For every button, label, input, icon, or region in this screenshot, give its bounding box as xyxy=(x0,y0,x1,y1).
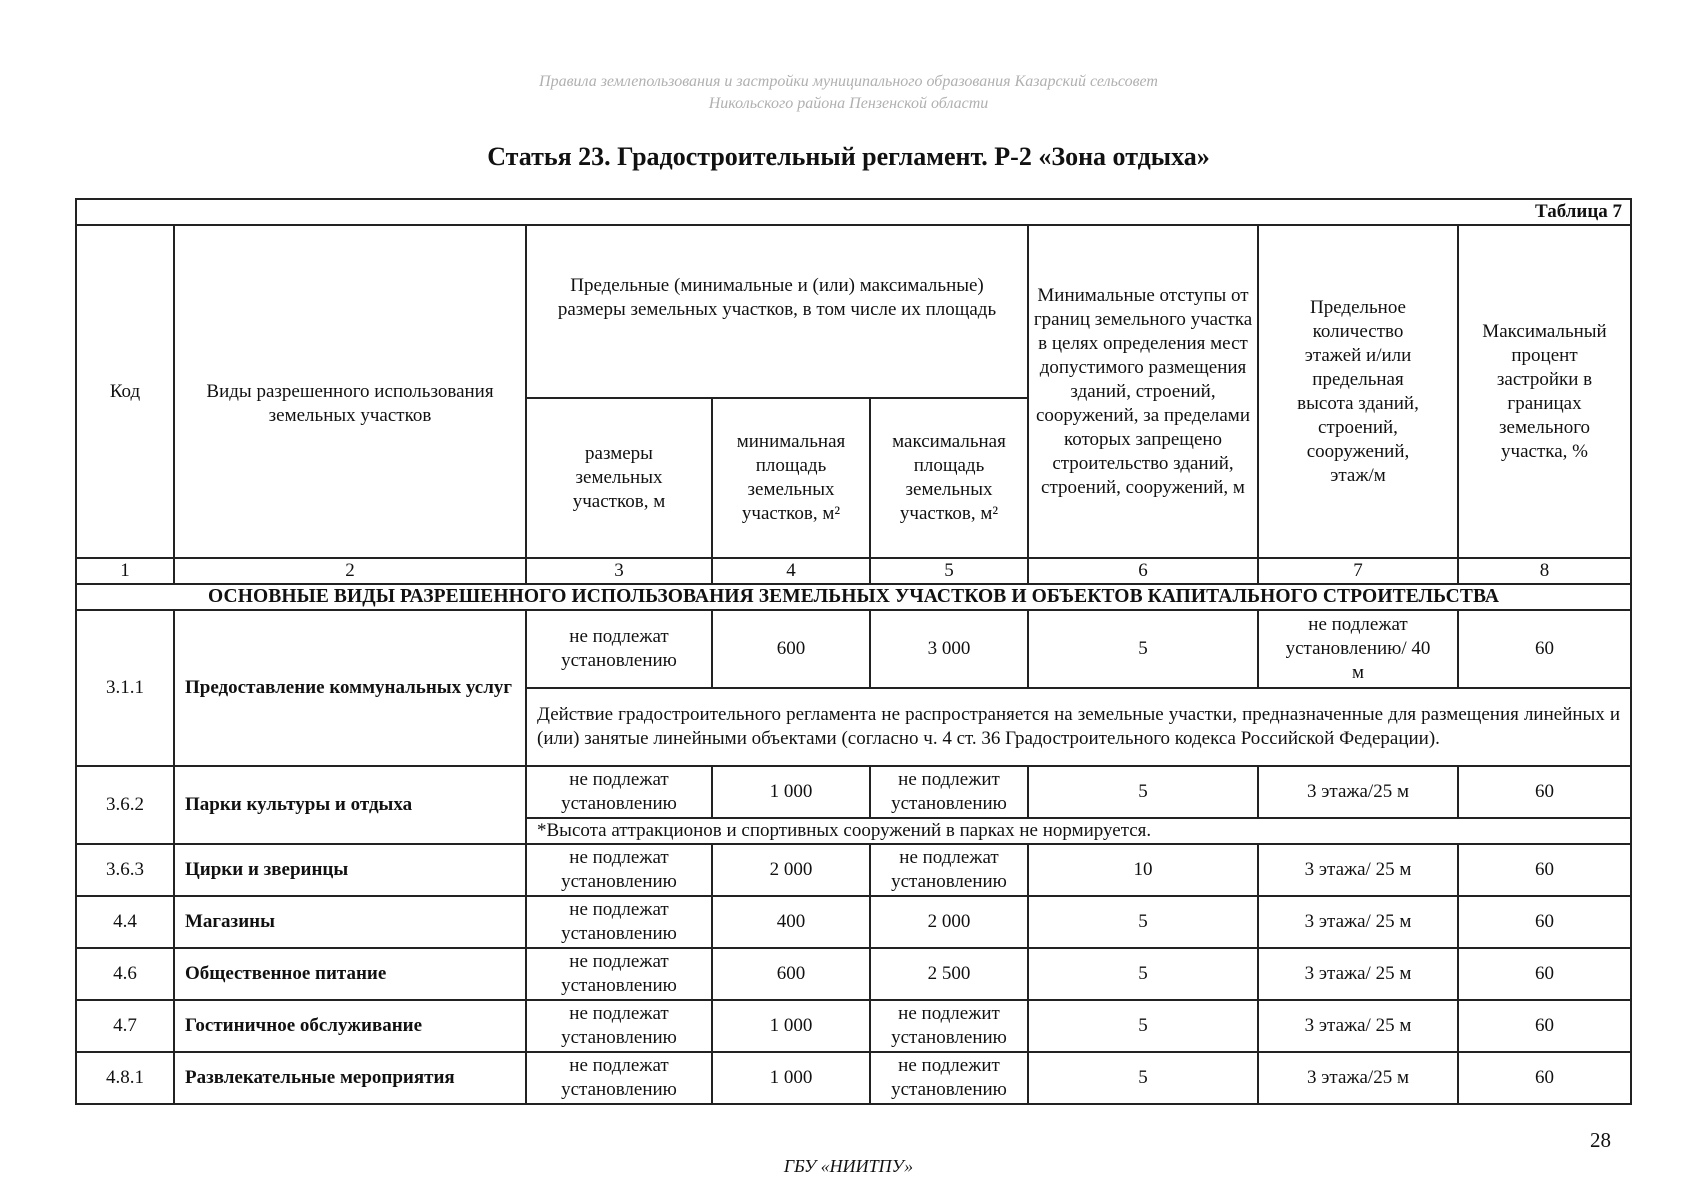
row-use-name: Предоставление коммунальных услуг xyxy=(174,610,526,766)
column-number: 7 xyxy=(1258,558,1458,584)
table-row xyxy=(76,610,1631,688)
table-row xyxy=(76,896,1631,948)
row-min-area: 2 000 xyxy=(712,844,870,896)
section-heading: ОСНОВНЫЕ ВИДЫ РАЗРЕШЕННОГО ИСПОЛЬЗОВАНИЯ ЗЕМЕЛЬНЫХ УЧАСТКОВ И ОБЪЕКТОВ КАПИТАЛЬНОГО СТРОИТЕЛЬСТВА xyxy=(76,584,1631,610)
column-number: 5 xyxy=(870,558,1028,584)
table-row xyxy=(76,844,1631,896)
row-max-area: 3 000 xyxy=(870,610,1028,688)
row-max-area: не подлежит установлению xyxy=(870,1000,1028,1052)
row-dimensions: не подлежат установлению xyxy=(526,766,712,818)
row-setback: 5 xyxy=(1028,948,1258,1000)
row-floors: 3 этажа/25 м xyxy=(1258,1052,1458,1104)
row-coverage: 60 xyxy=(1458,1000,1631,1052)
row-coverage: 60 xyxy=(1458,766,1631,818)
row-code: 3.1.1 xyxy=(76,610,174,766)
row-coverage: 60 xyxy=(1458,844,1631,896)
header-row-1 xyxy=(76,225,1631,398)
row-min-area: 1 000 xyxy=(712,1000,870,1052)
row-dimensions: не подлежат установлению xyxy=(526,610,712,688)
row-max-area: не подлежит установлению xyxy=(870,766,1028,818)
row-max-area: 2 000 xyxy=(870,896,1028,948)
row-min-area: 400 xyxy=(712,896,870,948)
row-coverage: 60 xyxy=(1458,610,1631,688)
header-plot-dimensions: размеры земельных участков, м xyxy=(526,398,712,558)
row-setback: 5 xyxy=(1028,896,1258,948)
row-floors: 3 этажа/ 25 м xyxy=(1258,896,1458,948)
regulation-table xyxy=(75,198,1632,1105)
row-coverage: 60 xyxy=(1458,948,1631,1000)
column-number-row xyxy=(76,558,1631,584)
row-min-area: 600 xyxy=(712,948,870,1000)
row-use-name: Общественное питание xyxy=(174,948,526,1000)
row-code: 3.6.2 xyxy=(76,766,174,844)
row-use-name: Магазины xyxy=(174,896,526,948)
row-coverage: 60 xyxy=(1458,896,1631,948)
column-number: 3 xyxy=(526,558,712,584)
header-min-area: минимальная площадь земельных участков, м² xyxy=(712,398,870,558)
row-setback: 5 xyxy=(1028,1052,1258,1104)
row-setback: 5 xyxy=(1028,610,1258,688)
row-setback: 10 xyxy=(1028,844,1258,896)
row-code: 4.4 xyxy=(76,896,174,948)
page-number: 28 xyxy=(1590,1128,1611,1152)
table-row xyxy=(76,948,1631,1000)
row-setback: 5 xyxy=(1028,766,1258,818)
header-use-type: Виды разрешенного использования земельных участков xyxy=(174,225,526,558)
table-row xyxy=(76,1000,1631,1052)
row-use-name: Парки культуры и отдыха xyxy=(174,766,526,844)
row-code: 4.7 xyxy=(76,1000,174,1052)
row-dimensions: не подлежат установлению xyxy=(526,844,712,896)
column-number: 1 xyxy=(76,558,174,584)
row-code: 3.6.3 xyxy=(76,844,174,896)
row-dimensions: не подлежат установлению xyxy=(526,1052,712,1104)
row-dimensions: не подлежат установлению xyxy=(526,896,712,948)
table-label-row xyxy=(76,199,1631,225)
footer-org: ГБУ «НИИТПУ» xyxy=(783,1156,914,1176)
row-coverage: 60 xyxy=(1458,1052,1631,1104)
row-floors: 3 этажа/25 м xyxy=(1258,766,1458,818)
running-header-line1: Правила землепользования и застройки муниципального образования Казарский сельсовет xyxy=(539,73,1158,90)
header-max-area: максимальная площадь земельных участков, м² xyxy=(870,398,1028,558)
column-number: 4 xyxy=(712,558,870,584)
table-row xyxy=(76,766,1631,818)
header-floors: Предельное количество этажей и/или предельная высота зданий, строений, сооружений, этаж/м xyxy=(1258,225,1458,558)
row-dimensions: не подлежат установлению xyxy=(526,1000,712,1052)
row-floors: 3 этажа/ 25 м xyxy=(1258,844,1458,896)
header-coverage: Максимальный процент застройки в границах земельного участка, % xyxy=(1458,225,1631,558)
row-floors: 3 этажа/ 25 м xyxy=(1258,1000,1458,1052)
row-use-name: Цирки и зверинцы xyxy=(174,844,526,896)
row-min-area: 600 xyxy=(712,610,870,688)
article-title: Статья 23. Градостроительный регламент. Р-2 «Зона отдыха» xyxy=(487,142,1210,171)
column-number: 6 xyxy=(1028,558,1258,584)
section-row xyxy=(76,584,1631,610)
row-use-name: Гостиничное обслуживание xyxy=(174,1000,526,1052)
row-code: 4.8.1 xyxy=(76,1052,174,1104)
column-number: 8 xyxy=(1458,558,1631,584)
row-setback: 5 xyxy=(1028,1000,1258,1052)
header-setbacks: Минимальные отступы от границ земельного участка в целях определения мест допустимого размещения зданий, строений, сооружений, за пределами которых запрещено строительство зданий, строений, сооружений, м xyxy=(1028,225,1258,558)
row-use-name: Развлекательные мероприятия xyxy=(174,1052,526,1104)
row-min-area: 1 000 xyxy=(712,766,870,818)
column-number: 2 xyxy=(174,558,526,584)
table-row xyxy=(76,1052,1631,1104)
running-header-line2: Никольского района Пензенской области xyxy=(708,95,989,112)
header-plot-size-group: Предельные (минимальные и (или) максимальные) размеры земельных участков, в том числе их площадь xyxy=(526,225,1028,398)
row-note: *Высота аттракционов и спортивных сооружений в парках не нормируется. xyxy=(526,818,1631,844)
row-dimensions: не подлежат установлению xyxy=(526,948,712,1000)
row-floors: не подлежат установлению/ 40 м xyxy=(1258,610,1458,688)
row-max-area: не подлежит установлению xyxy=(870,1052,1028,1104)
row-floors: 3 этажа/ 25 м xyxy=(1258,948,1458,1000)
row-note: Действие градостроительного регламента не распространяется на земельные участки, предназначенные для размещения линейных и (или) занятые линейными объектами (согласно ч. 4 ст. 36 Градостроительного кодекса Российской Федерации). xyxy=(526,688,1631,766)
row-max-area: не подлежат установлению xyxy=(870,844,1028,896)
row-code: 4.6 xyxy=(76,948,174,1000)
row-min-area: 1 000 xyxy=(712,1052,870,1104)
table-label: Таблица 7 xyxy=(76,199,1631,225)
header-code: Код xyxy=(76,225,174,558)
row-max-area: 2 500 xyxy=(870,948,1028,1000)
